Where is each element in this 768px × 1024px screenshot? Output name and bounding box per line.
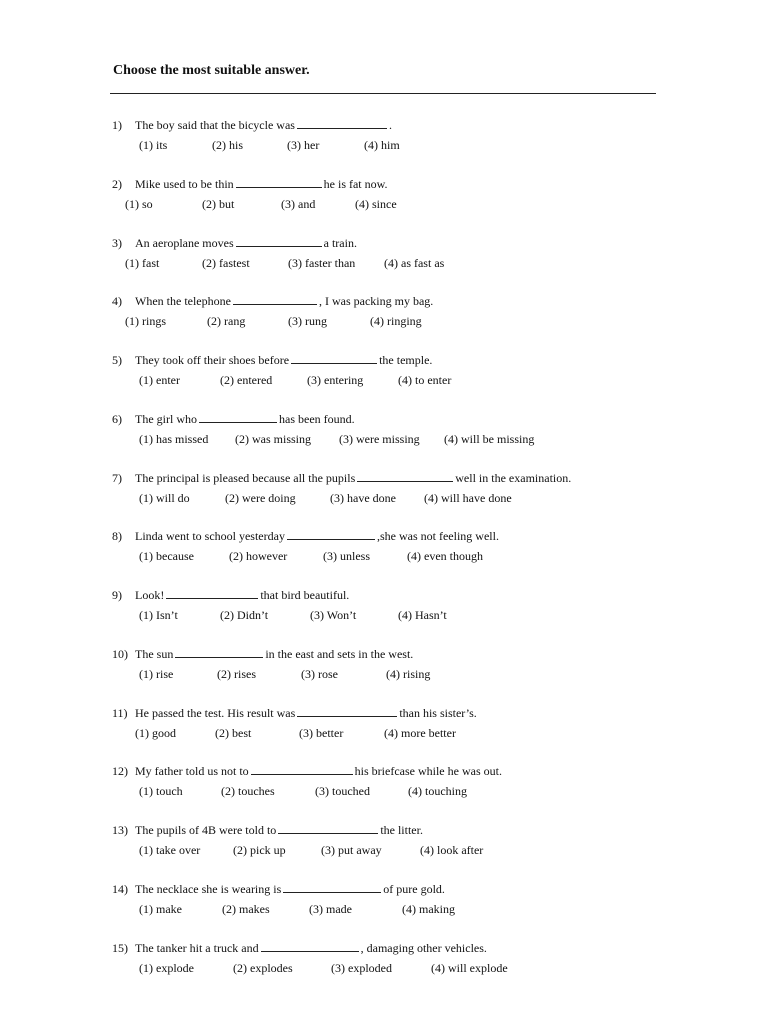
question-number: 6)	[112, 412, 122, 426]
question-stem: An aeroplane moves	[135, 236, 234, 250]
question-stem-end: his briefcase while he was out.	[354, 764, 502, 778]
answer-option-3: (3) put away	[321, 843, 382, 857]
answer-option-4: (4) touching	[408, 784, 467, 798]
answer-option-4: (4) to enter	[398, 373, 452, 387]
answer-option-4: (4) will explode	[431, 961, 508, 975]
question-stem: They took off their shoes before	[135, 353, 290, 367]
answer-option-3: (3) Won’t	[310, 608, 357, 622]
answer-blank	[278, 822, 378, 834]
answer-option-3: (3) her	[287, 138, 320, 152]
question-stem-end: ,she was not feeling well.	[376, 529, 499, 543]
question-stem: When the telephone	[135, 294, 231, 308]
answer-option-3: (3) were missing	[339, 432, 420, 446]
question-stem-end: , I was packing my bag.	[318, 294, 434, 308]
answer-option-2: (2) but	[202, 197, 235, 211]
answer-option-3: (3) unless	[323, 549, 370, 563]
question-4	[112, 293, 712, 328]
question-text	[112, 176, 712, 191]
question-stem: Look!	[135, 588, 165, 602]
question-number: 11)	[112, 706, 128, 720]
question-7	[112, 470, 712, 505]
answer-option-1: (1) Isn’t	[139, 608, 178, 622]
answer-options	[112, 373, 712, 387]
answer-options	[112, 902, 712, 916]
answer-option-4: (4) rising	[386, 667, 431, 681]
answer-option-4: (4) will be missing	[444, 432, 535, 446]
answer-option-4: (4) ringing	[370, 314, 422, 328]
question-stem: The necklace she is wearing is	[135, 882, 282, 896]
question-text	[112, 293, 712, 308]
question-number: 4)	[112, 294, 122, 308]
question-9	[112, 587, 712, 622]
answer-option-4: (4) even though	[407, 549, 483, 563]
question-stem: My father told us not to	[135, 764, 249, 778]
answer-blank	[287, 528, 375, 540]
answer-options	[112, 667, 712, 681]
answer-blank	[166, 587, 258, 599]
question-stem-end: , damaging other vehicles.	[360, 941, 487, 955]
question-number: 1)	[112, 118, 122, 132]
answer-blank	[236, 176, 322, 188]
answer-options	[112, 608, 712, 622]
question-stem-end: than his sister’s.	[399, 706, 477, 720]
answer-option-2: (2) makes	[222, 902, 270, 916]
answer-option-1: (1) so	[125, 197, 153, 211]
question-10	[112, 646, 712, 681]
answer-option-1: (1) touch	[139, 784, 183, 798]
answer-option-2: (2) however	[229, 549, 288, 563]
answer-option-2: (2) were doing	[225, 491, 296, 505]
question-14	[112, 881, 712, 916]
answer-blank	[297, 705, 397, 717]
answer-option-3: (3) entering	[307, 373, 364, 387]
question-stem-end: the litter.	[380, 823, 423, 837]
answer-option-2: (2) was missing	[235, 432, 311, 446]
answer-option-3: (3) and	[281, 197, 316, 211]
question-stem-end: he is fat now.	[323, 177, 388, 191]
answer-option-1: (1) rings	[125, 314, 166, 328]
answer-blank	[236, 235, 322, 247]
answer-options	[112, 549, 712, 563]
question-8	[112, 528, 712, 563]
question-number: 10)	[112, 647, 128, 661]
answer-options	[112, 843, 712, 857]
answer-option-1: (1) take over	[139, 843, 201, 857]
answer-options	[112, 961, 712, 975]
answer-option-1: (1) its	[139, 138, 168, 152]
answer-option-1: (1) good	[135, 726, 176, 740]
answer-options	[112, 491, 712, 505]
answer-option-1: (1) enter	[139, 373, 180, 387]
answer-option-1: (1) rise	[139, 667, 174, 681]
question-number: 9)	[112, 588, 122, 602]
answer-option-1: (1) explode	[139, 961, 194, 975]
answer-blank	[357, 470, 453, 482]
answer-blank	[297, 117, 387, 129]
question-6	[112, 411, 712, 446]
answer-option-4: (4) as fast as	[384, 256, 445, 270]
question-text	[112, 763, 712, 778]
question-text	[112, 528, 712, 543]
question-stem: The pupils of 4B were told to	[135, 823, 277, 837]
answer-option-2: (2) his	[212, 138, 243, 152]
answer-options	[112, 138, 712, 152]
question-12	[112, 763, 712, 798]
question-stem: He passed the test. His result was	[135, 706, 296, 720]
answer-blank	[199, 411, 277, 423]
answer-option-3: (3) rung	[288, 314, 327, 328]
question-stem: The boy said that the bicycle was	[135, 118, 295, 132]
answer-option-1: (1) fast	[125, 256, 160, 270]
answer-blank	[175, 646, 263, 658]
answer-option-4: (4) since	[355, 197, 397, 211]
answer-option-1: (1) has missed	[139, 432, 209, 446]
question-number: 8)	[112, 529, 122, 543]
question-number: 2)	[112, 177, 122, 191]
question-text	[112, 587, 712, 602]
answer-blank	[233, 293, 317, 305]
question-stem-end: that bird beautiful.	[260, 588, 350, 602]
answer-blank	[283, 881, 381, 893]
answer-option-3: (3) exploded	[331, 961, 392, 975]
question-stem: The tanker hit a truck and	[135, 941, 259, 955]
question-text	[112, 117, 712, 132]
question-number: 13)	[112, 823, 128, 837]
answer-option-4: (4) Hasn’t	[398, 608, 447, 622]
question-number: 12)	[112, 764, 128, 778]
question-stem-end: well in the examination.	[455, 471, 572, 485]
answer-option-3: (3) made	[309, 902, 352, 916]
answer-option-1: (1) make	[139, 902, 182, 916]
answer-option-3: (3) faster than	[288, 256, 356, 270]
answer-option-2: (2) pick up	[233, 843, 286, 857]
title-divider	[110, 93, 656, 94]
question-stem: The principal is pleased because all the pupils	[135, 471, 356, 485]
answer-option-4: (4) look after	[420, 843, 484, 857]
question-number: 3)	[112, 236, 122, 250]
question-text	[112, 470, 712, 485]
question-number: 15)	[112, 941, 128, 955]
question-text	[112, 940, 712, 955]
question-5	[112, 352, 712, 387]
question-stem-end: in the east and sets in the west.	[265, 647, 414, 661]
question-text	[112, 822, 712, 837]
question-stem-end: .	[388, 118, 392, 132]
question-1	[112, 117, 712, 152]
question-number: 14)	[112, 882, 128, 896]
answer-option-2: (2) Didn’t	[220, 608, 269, 622]
answer-option-1: (1) will do	[139, 491, 190, 505]
question-text	[112, 411, 712, 426]
answer-options	[112, 256, 712, 270]
question-13	[112, 822, 712, 857]
question-stem: Mike used to be thin	[135, 177, 234, 191]
question-number: 7)	[112, 471, 122, 485]
answer-option-2: (2) touches	[221, 784, 275, 798]
answer-option-2: (2) explodes	[233, 961, 293, 975]
answer-option-4: (4) making	[402, 902, 455, 916]
answer-blank	[261, 940, 359, 952]
question-stem-end: of pure gold.	[383, 882, 445, 896]
question-stem-end: the temple.	[379, 353, 433, 367]
question-text	[112, 705, 712, 720]
question-text	[112, 352, 712, 367]
question-stem: The girl who	[135, 412, 197, 426]
answer-option-1: (1) because	[139, 549, 194, 563]
answer-option-3: (3) have done	[330, 491, 396, 505]
answer-option-4: (4) him	[364, 138, 400, 152]
answer-option-3: (3) rose	[301, 667, 338, 681]
question-text	[112, 646, 712, 661]
answer-options	[112, 432, 712, 446]
question-2	[112, 176, 712, 211]
answer-option-2: (2) fastest	[202, 256, 250, 270]
answer-option-2: (2) rises	[217, 667, 256, 681]
answer-option-4: (4) more better	[384, 726, 456, 740]
answer-option-2: (2) rang	[207, 314, 246, 328]
answer-option-2: (2) entered	[220, 373, 273, 387]
question-stem-end: has been found.	[279, 412, 355, 426]
question-stem: The sun	[135, 647, 174, 661]
question-3	[112, 235, 712, 270]
answer-options	[112, 197, 712, 211]
answer-options	[112, 314, 712, 328]
answer-option-3: (3) touched	[315, 784, 370, 798]
answer-options	[112, 784, 712, 798]
question-stem-end: a train.	[323, 236, 357, 250]
question-text	[112, 881, 712, 896]
question-stem: Linda went to school yesterday	[135, 529, 285, 543]
answer-blank	[291, 352, 377, 364]
answer-option-4: (4) will have done	[424, 491, 512, 505]
answer-option-2: (2) best	[215, 726, 252, 740]
question-15	[112, 940, 712, 975]
answer-option-3: (3) better	[299, 726, 344, 740]
worksheet-title: Choose the most suitable answer.	[113, 63, 310, 78]
answer-blank	[251, 763, 353, 775]
question-text	[112, 235, 712, 250]
answer-options	[112, 726, 712, 740]
question-number: 5)	[112, 353, 122, 367]
question-11	[112, 705, 712, 740]
